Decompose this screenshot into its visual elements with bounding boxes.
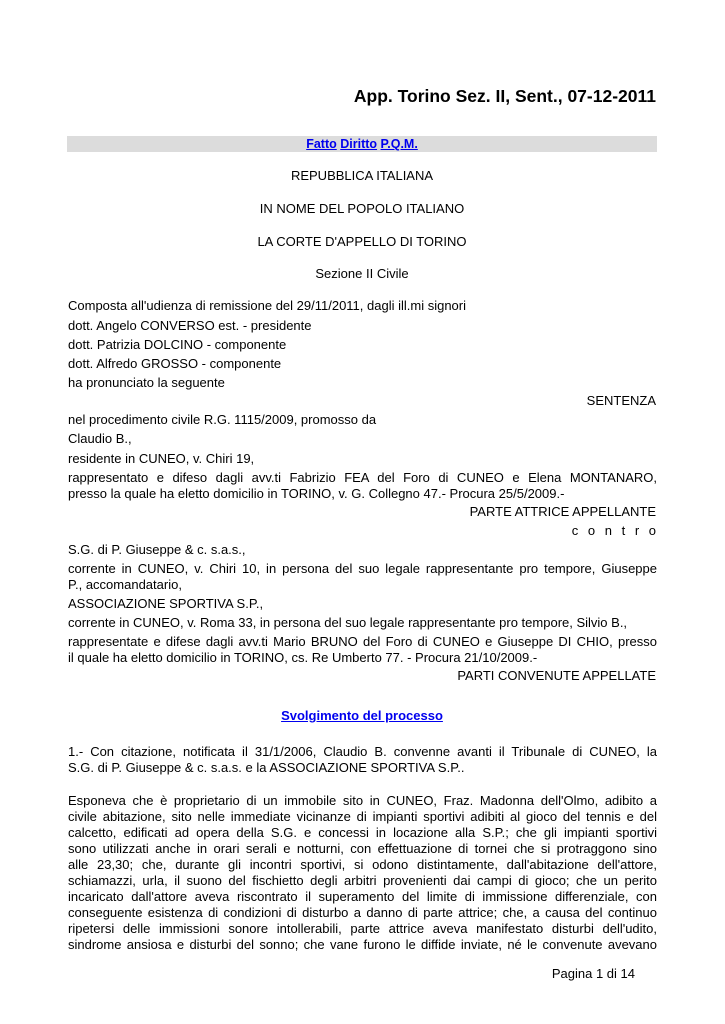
defendant-asd: ASSOCIAZIONE SPORTIVA S.P., bbox=[68, 596, 264, 611]
paragraph-1-line-1: 1.- Con citazione, notificata il 31/1/2006, Claudio B. convenne avanti il Tribunale di CUNEO, la bbox=[68, 744, 657, 759]
paragraph-2-line: ripetersi delle immissioni sonore intollerabili, parte attrice aveva manifestato disturbi dell'udito, bbox=[68, 921, 657, 936]
defendant-sg-address-line-1: corrente in CUNEO, v. Chiri 10, in persona del suo legale rappresentante pro tempore, Giuseppe bbox=[68, 561, 657, 576]
document-title: App. Torino Sez. II, Sent., 07-12-2011 bbox=[353, 86, 656, 106]
heading-sezione: Sezione II Civile bbox=[315, 266, 409, 281]
procedure-intro: nel procedimento civile R.G. 1115/2009, promosso da bbox=[68, 412, 377, 427]
defendant-role: PARTI CONVENUTE APPELLATE bbox=[457, 668, 656, 683]
section-link-svolgimento[interactable]: Svolgimento del processo bbox=[281, 708, 443, 723]
defendant-sg-address-line-2: P., accomandatario, bbox=[68, 577, 182, 592]
heading-corte: LA CORTE D'APPELLO DI TORINO bbox=[257, 234, 467, 249]
heading-repubblica: REPUBBLICA ITALIANA bbox=[290, 168, 434, 183]
section-nav-bar bbox=[67, 136, 657, 152]
nav-link-fatto[interactable]: Fatto bbox=[306, 137, 337, 151]
defendant-lawyers-line-2: il quale ha eletto domicilio in TORINO, cs. Re Umberto 77. - Procura 21/10/2009.- bbox=[68, 650, 538, 665]
paragraph-2-line: sindrome ansiosa e disturbi del sonno; che vane furono le diffide inviate, né le convenute avevano bbox=[68, 937, 657, 952]
page-number: Pagina 1 di 14 bbox=[551, 966, 635, 981]
contro-label: c o n t r o bbox=[571, 523, 659, 538]
section-heading-svolgimento bbox=[67, 708, 657, 724]
paragraph-2-line: sono utilizzati anche in orari serali e notturni, con effettuazione di tornei che si protraggono sino bbox=[68, 841, 657, 856]
paragraph-2-line: calcetto, edificati ad opera della S.G. e concessi in locazione alla S.P.; che gli impianti sportivi bbox=[68, 825, 657, 840]
judge-president: dott. Angelo CONVERSO est. - presidente bbox=[68, 318, 312, 333]
paragraph-2-line: Esponeva che è proprietario di un immobile sito in CUNEO, Fraz. Madonna dell'Olmo, adibito a bbox=[68, 793, 657, 808]
paragraph-2-line: alle 23,30; che, durante gli incontri sportivi, si odono distintamente, dall'abitazione dell'attore, bbox=[68, 857, 657, 872]
nav-link-pqm[interactable]: P.Q.M. bbox=[380, 137, 418, 151]
plaintiff-name: Claudio B., bbox=[68, 431, 132, 446]
plaintiff-role: PARTE ATTRICE APPELLANTE bbox=[469, 504, 656, 519]
heading-nome-popolo: IN NOME DEL POPOLO ITALIANO bbox=[259, 201, 465, 216]
plaintiff-lawyers-line-2: presso la quale ha eletto domicilio in TORINO, v. G. Collegno 47.- Procura 25/5/2009.- bbox=[68, 486, 565, 501]
paragraph-1-line-2: S.G. di P. Giuseppe & c. s.a.s. e la ASSOCIAZIONE SPORTIVA S.P.. bbox=[68, 760, 465, 775]
paragraph-2-line: schiamazzi, urla, il suono del fischietto degli arbitri provenienti dai campi di gioco; che un perito bbox=[68, 873, 657, 888]
plaintiff-residence: residente in CUNEO, v. Chiri 19, bbox=[68, 451, 255, 466]
sentenza-label: SENTENZA bbox=[586, 393, 656, 408]
plaintiff-lawyers-line-1: rappresentato e difeso dagli avv.ti Fabrizio FEA del Foro di CUNEO e Elena MONTANARO, bbox=[68, 470, 657, 485]
paragraph-2-line: incaricato dall'attore aveva riscontrato il superamento del limite di immissione differenziale, con bbox=[68, 889, 657, 904]
paragraph-2-line: conseguente esistenza di condizioni di disturbo a danno di parte attrice; che, a causa del continuo bbox=[68, 905, 657, 920]
defendant-asd-address: corrente in CUNEO, v. Roma 33, in persona del suo legale rappresentante pro tempore, Silvio B., bbox=[68, 615, 628, 630]
paragraph-2-line: civile abitazione, sito nelle immediate vicinanze di impianti sportivi adibiti al gioco del tennis e del bbox=[68, 809, 657, 824]
judge-member-2: dott. Alfredo GROSSO - componente bbox=[68, 356, 282, 371]
defendant-sg: S.G. di P. Giuseppe & c. s.a.s., bbox=[68, 542, 246, 557]
composition-intro: Composta all'udienza di remissione del 29/11/2011, dagli ill.mi signori bbox=[68, 298, 466, 313]
pronounced-text: ha pronunciato la seguente bbox=[68, 375, 225, 390]
defendant-lawyers-line-1: rappresentate e difese dagli avv.ti Mario BRUNO del Foro di CUNEO e Giuseppe DI CHIO, presso bbox=[68, 634, 657, 649]
nav-link-diritto[interactable]: Diritto bbox=[340, 137, 378, 151]
judge-member-1: dott. Patrizia DOLCINO - componente bbox=[68, 337, 287, 352]
